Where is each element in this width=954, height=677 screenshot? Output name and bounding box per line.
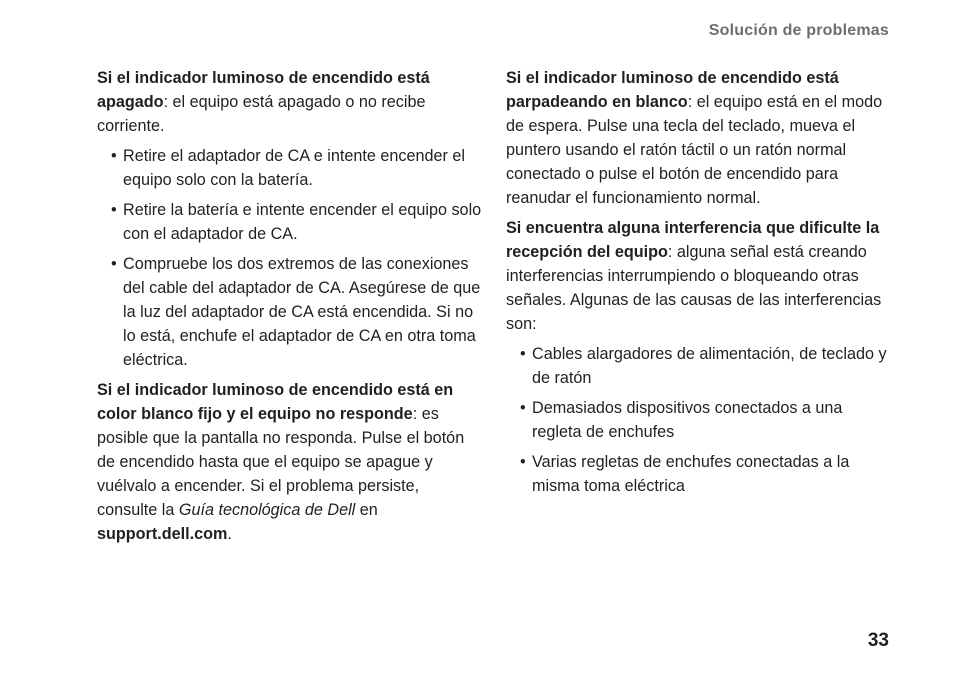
right-column xyxy=(506,66,896,504)
interference-text: : alguna señal está creando interferencias interrumpiendo o bloqueando otras señales. Algunas de las causas de las interferencias son: xyxy=(506,243,882,333)
interference-bullet-list xyxy=(506,342,896,498)
list-item: • Compruebe los dos extremos de las conexiones del cable del adaptador de CA. Asegúrese de que la luz del adaptador de CA está encendida. Si no lo está, enchufe el adaptador de CA en otra toma eléctrica. xyxy=(97,252,482,372)
blinking-white-paragraph xyxy=(506,66,896,210)
dell-guide-title: Guía tecnológica de Dell xyxy=(178,501,356,519)
power-off-text: : el equipo está apagado o no recibe corriente. xyxy=(97,93,426,135)
solid-white-text: : es posible que la pantalla no responda. Pulse el botón de encendido hasta que el equipo se apague y vuélvalo a encender. Si el problema persiste, consulte la xyxy=(97,405,465,519)
solid-white-text-2: en xyxy=(355,501,378,519)
power-off-heading: Si el indicador luminoso de encendido está apagado xyxy=(97,69,430,111)
list-item: • Varias regletas de enchufes conectadas a la misma toma eléctrica xyxy=(506,450,896,498)
running-header: Solución de problemas xyxy=(708,22,889,39)
solid-white-heading: Si el indicador luminoso de encendido está en color blanco fijo y el equipo no responde xyxy=(97,381,454,423)
list-item: • Retire el adaptador de CA e intente encender el equipo solo con la batería. xyxy=(97,144,482,192)
blinking-white-heading: Si el indicador luminoso de encendido está parpadeando en blanco xyxy=(506,69,839,111)
interference-heading: Si encuentra alguna interferencia que dificulte la recepción del equipo xyxy=(506,219,880,261)
power-off-bullet-list xyxy=(97,144,482,372)
list-item: • Cables alargadores de alimentación, de teclado y de ratón xyxy=(506,342,896,390)
support-link[interactable]: support.dell.com xyxy=(97,525,228,543)
page-number: 33 xyxy=(867,630,889,651)
solid-white-paragraph xyxy=(97,378,482,546)
sentence-end: . xyxy=(227,525,232,543)
power-off-paragraph xyxy=(97,66,482,138)
list-item: • Retire la batería e intente encender el equipo solo con el adaptador de CA. xyxy=(97,198,482,246)
interference-paragraph xyxy=(506,216,896,336)
blinking-white-text: : el equipo está en el modo de espera. Pulse una tecla del teclado, mueva el puntero usando el ratón táctil o un ratón normal conectado o pulse el botón de encendido para reanudar el funcionamiento normal. xyxy=(506,93,883,207)
list-item: • Demasiados dispositivos conectados a una regleta de enchufes xyxy=(506,396,896,444)
left-column xyxy=(97,66,482,552)
